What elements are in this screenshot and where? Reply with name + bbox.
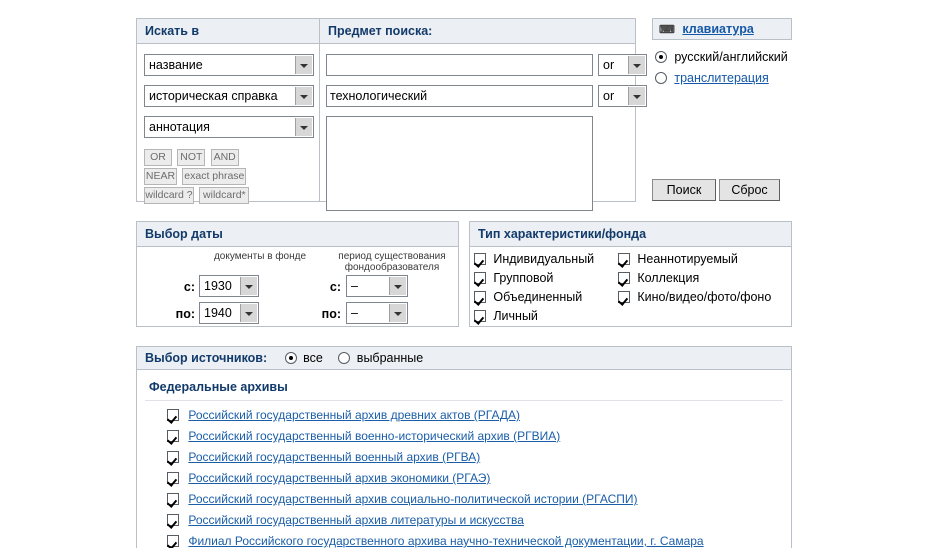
sources-divider [145,400,783,401]
checkbox-archive-rgaspi[interactable] [167,493,179,505]
checkbox-archive-rgvia[interactable] [167,430,179,442]
checkbox-archive-rgali[interactable] [167,514,179,526]
keyboard-panel [652,18,792,40]
chevron-down-icon[interactable] [389,304,406,322]
checkbox-archive-samara[interactable] [167,535,179,547]
sources-group-title: Федеральные архивы [149,380,288,394]
type-option-unannotated-label: Неаннотируемый [637,252,738,266]
chevron-down-icon[interactable] [240,277,257,295]
type-option-united[interactable] [474,290,594,304]
date-from-label-1: с: [183,280,195,294]
operator-button-wildcard-star[interactable]: wildcard* [199,187,249,204]
radio-transliteration[interactable] [655,72,667,84]
type-option-collection[interactable] [618,271,771,285]
sources-panel [136,346,792,548]
radio-russian-english[interactable] [655,51,667,63]
search-in-header: Искать в [137,19,319,44]
operator-button-or[interactable]: OR [144,149,172,166]
operator-select-2[interactable] [598,85,647,107]
keyboard-link[interactable]: клавиатура [682,22,754,36]
type-option-united-label: Объединенный [493,290,583,304]
type-panel-header: Тип характеристики/фонда [470,222,791,247]
operator-button-exact[interactable]: exact phrase [182,168,246,185]
operator-button-and[interactable]: AND [211,149,239,166]
operator-button-near[interactable]: NEAR [144,168,177,185]
type-option-personal[interactable] [474,309,594,323]
type-option-unannotated[interactable] [618,252,771,266]
archive-label[interactable]: Российский государственный архив древних актов (РГАДА) [188,408,520,422]
checkbox-collection[interactable] [618,272,630,284]
checkbox-personal[interactable] [474,310,486,322]
date-to-founder-value: – [351,306,358,320]
sources-radio-selected[interactable] [338,351,423,365]
archive-list [145,408,783,548]
list-item[interactable] [167,471,783,485]
reset-button[interactable]: Сброс [719,179,780,201]
operator-select-1[interactable] [598,54,647,76]
chevron-down-icon[interactable] [628,56,645,74]
archive-label[interactable]: Российский государственный архив экономики (РГАЭ) [188,471,491,485]
checkbox-archive-rgae[interactable] [167,472,179,484]
type-column-2 [618,252,771,304]
keyboard-icon: ⌨ [659,24,675,36]
checkbox-united[interactable] [474,291,486,303]
archive-label[interactable]: Филиал Российского государственного архива научно-технической документации, г. Самара [188,534,704,548]
search-field-select-3-value: аннотация [149,120,210,134]
search-button[interactable]: Поиск [652,179,716,201]
sources-radio-selected-label: выбранные [356,351,424,365]
operator-button-wildcard-q[interactable]: wildcard ? [144,187,194,204]
date-panel [136,221,459,327]
type-column-1 [474,252,594,323]
chevron-down-icon[interactable] [389,277,406,295]
type-option-collection-label: Коллекция [637,271,700,285]
search-field-select-1[interactable] [144,54,314,76]
search-field-select-2[interactable] [144,85,314,107]
date-from-founder-select[interactable] [346,275,408,297]
type-panel [469,221,792,327]
date-from-founder-value: – [351,279,358,293]
search-text-input-1[interactable] [326,54,593,76]
type-option-individual[interactable] [474,252,594,266]
sources-radio-all-label: все [303,351,323,365]
type-option-av-label: Кино/видео/фото/фоно [637,290,772,304]
chevron-down-icon[interactable] [240,304,257,322]
date-panel-header: Выбор даты [137,222,458,247]
date-to-fund-value: 1940 [204,306,232,320]
date-from-fund-value: 1930 [204,279,232,293]
radio-all-sources[interactable] [285,352,297,364]
operator-button-not[interactable]: NOT [177,149,205,166]
archive-label[interactable]: Российский государственный архив литературы и искусства [188,513,524,527]
sources-group [137,370,791,548]
sources-panel-header-row [137,347,791,370]
archive-label[interactable]: Российский государственный военный архив (РГВА) [188,450,481,464]
search-field-select-2-value: историческая справка [149,89,278,103]
search-field-select-1-value: название [149,58,203,72]
keyboard-options [655,50,788,85]
search-text-input-2[interactable] [326,85,593,107]
sources-radio-all[interactable] [285,351,327,365]
chevron-down-icon[interactable] [628,87,645,105]
radio-selected-sources[interactable] [338,352,350,364]
type-option-group[interactable] [474,271,594,285]
checkbox-audio-video[interactable] [618,291,630,303]
sources-panel-header: Выбор источников: [145,351,268,365]
keyboard-option-translit-label[interactable]: транслитерация [674,71,769,85]
chevron-down-icon[interactable] [295,87,312,105]
operator-select-2-value: or [603,89,615,103]
date-from-label-2: с: [329,280,341,294]
date-to-fund-select[interactable] [199,302,259,324]
date-to-label-1: по: [175,307,195,321]
operator-select-1-value: or [603,58,615,72]
archive-label[interactable]: Российский государственный архив социально-политической истории (РГАСПИ) [188,492,638,506]
checkbox-archive-rgada[interactable] [167,409,179,421]
list-item[interactable] [167,492,783,506]
list-item[interactable] [167,408,783,422]
type-option-av[interactable] [618,290,771,304]
keyboard-panel-header [653,19,791,39]
checkbox-archive-rgva[interactable] [167,451,179,463]
search-subject-header: Предмет поиска: [320,19,635,44]
checkbox-individual[interactable] [474,253,486,265]
keyboard-option-ru-en-label: русский/английский [674,50,788,64]
date-from-fund-select[interactable] [199,275,259,297]
type-option-group-label: Групповой [493,271,554,285]
search-field-select-3[interactable] [144,116,314,138]
date-col1-caption: документы в фонде [213,251,307,262]
archive-label[interactable]: Российский государственный военно-исторический архив (РГВИА) [188,429,561,443]
list-item[interactable] [167,534,783,548]
keyboard-option-translit-row[interactable] [655,71,788,85]
chevron-down-icon[interactable] [295,56,312,74]
list-item[interactable] [167,513,783,527]
checkbox-group[interactable] [474,272,486,284]
operator-buttons-group [144,149,314,206]
date-to-label-2: по: [321,307,341,321]
list-item[interactable] [167,450,783,464]
search-criteria-panel [136,18,636,202]
date-to-founder-select[interactable] [346,302,408,324]
type-option-individual-label: Индивидуальный [493,252,595,266]
list-item[interactable] [167,429,783,443]
checkbox-unannotated[interactable] [618,253,630,265]
date-col2-caption: период существования фондообразователя [338,251,446,273]
search-textarea-3[interactable] [326,116,593,211]
type-option-personal-label: Личный [493,309,538,323]
chevron-down-icon[interactable] [295,118,312,136]
keyboard-option-ru-en-row[interactable] [655,50,788,64]
